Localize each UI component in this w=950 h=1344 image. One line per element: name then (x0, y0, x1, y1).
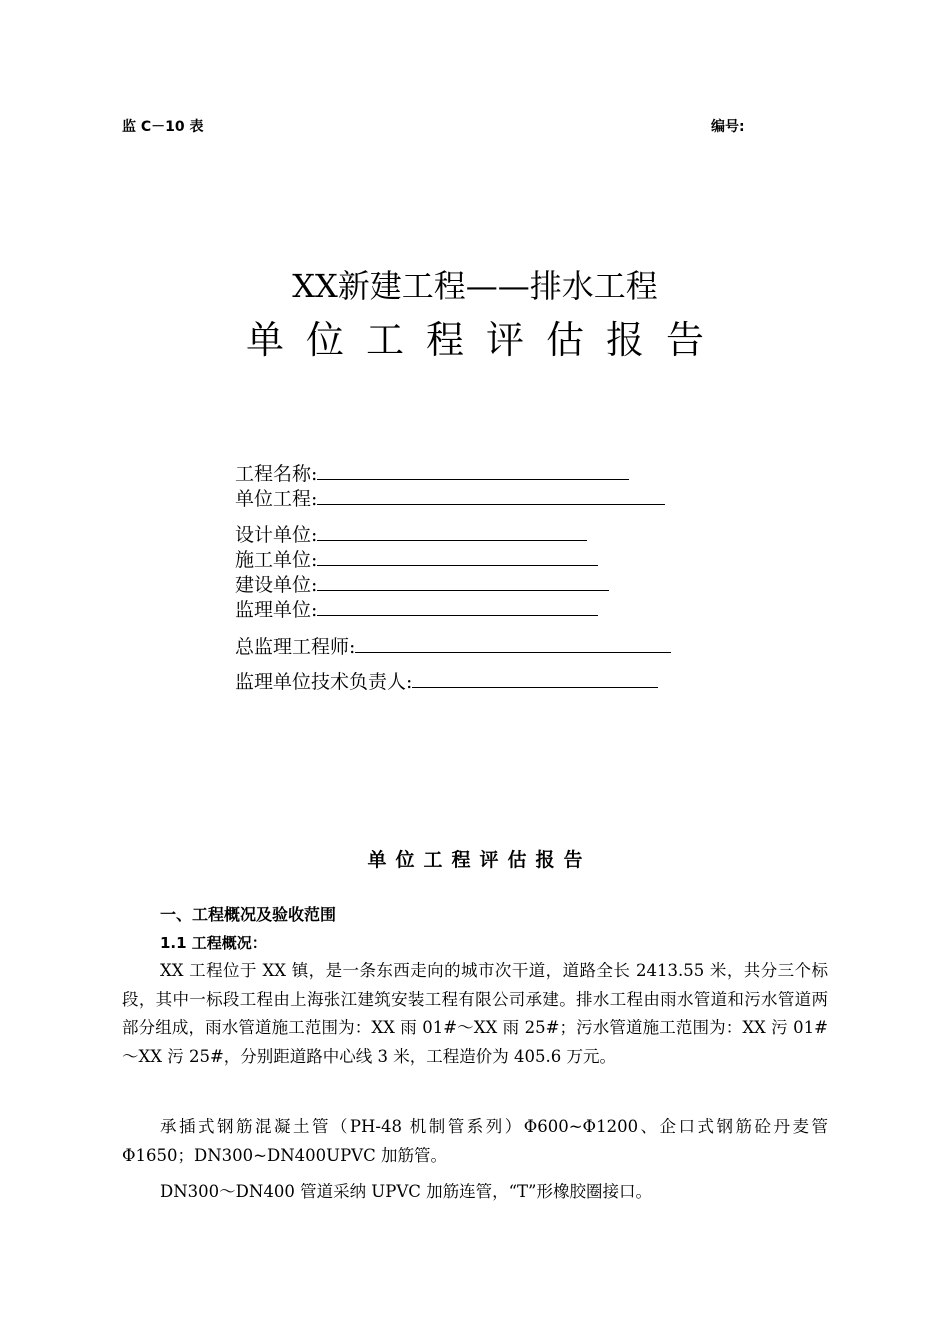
field-supervision-unit (235, 597, 598, 622)
field-design-unit (235, 522, 587, 547)
field-label: 工程名称: (235, 463, 318, 485)
blank-line (412, 669, 658, 688)
field-label: 设计单位: (235, 524, 318, 546)
field-label: 总监理工程师: (235, 636, 356, 658)
report-title: 单位工程评估报告 (367, 849, 592, 871)
blank-line (317, 547, 598, 566)
field-project-name (235, 461, 629, 486)
field-label: 监理单位技术负责人: (235, 671, 413, 693)
field-construction-unit (235, 547, 598, 572)
field-technical-lead (235, 669, 658, 694)
number-label: 编号: (711, 119, 745, 135)
blank-line (317, 572, 609, 591)
field-owner-unit (235, 572, 609, 597)
blank-line (317, 522, 587, 541)
field-label: 建设单位: (235, 574, 318, 596)
field-label: 监理单位: (235, 599, 318, 621)
section-heading: 一、工程概况及验收范围 (160, 905, 337, 924)
cover-title-project: XX新建工程——排水工程 (292, 267, 658, 305)
blank-line (355, 634, 671, 653)
field-label: 单位工程: (235, 488, 318, 510)
paragraph-overview: XX 工程位于 XX 镇，是一条东西走向的城市次干道，道路全长 2413.55 米，共分三个标段，其中一标段工程由上海张江建筑安装工程有限公司承建。排水工程由雨水管道和污水管道两部分组成，雨水管道施工范围为：XX 雨 01#～XX 雨 25#；污水管道施工范围为：XX 污 01#～XX 污 25#，分别距道路中心线 3 米，工程造价为 405.6 万元。 (122, 961, 828, 1066)
field-unit-project (235, 486, 665, 511)
field-chief-supervisor (235, 634, 671, 659)
subsection-heading: 1.1 工程概况： (160, 934, 267, 952)
field-label: 施工单位: (235, 549, 318, 571)
blank-line (317, 461, 629, 480)
blank-line (317, 486, 665, 505)
paragraph-pipe-types: 承插式钢筋混凝土管（PH-48 机制管系列）Φ600~Φ1200、企口式钢筋砼丹麦管 Φ1650；DN300~DN400UPVC 加筋管。 (122, 1117, 828, 1165)
blank-line (317, 597, 598, 616)
cover-title-report: 单位工程评估报告 (245, 318, 726, 362)
paragraph-pipe-joints: DN300～DN400 管道采纳 UPVC 加筋连管，“T”形橡胶圈接口。 (160, 1182, 652, 1201)
form-code: 监 C－10 表 (122, 119, 204, 135)
